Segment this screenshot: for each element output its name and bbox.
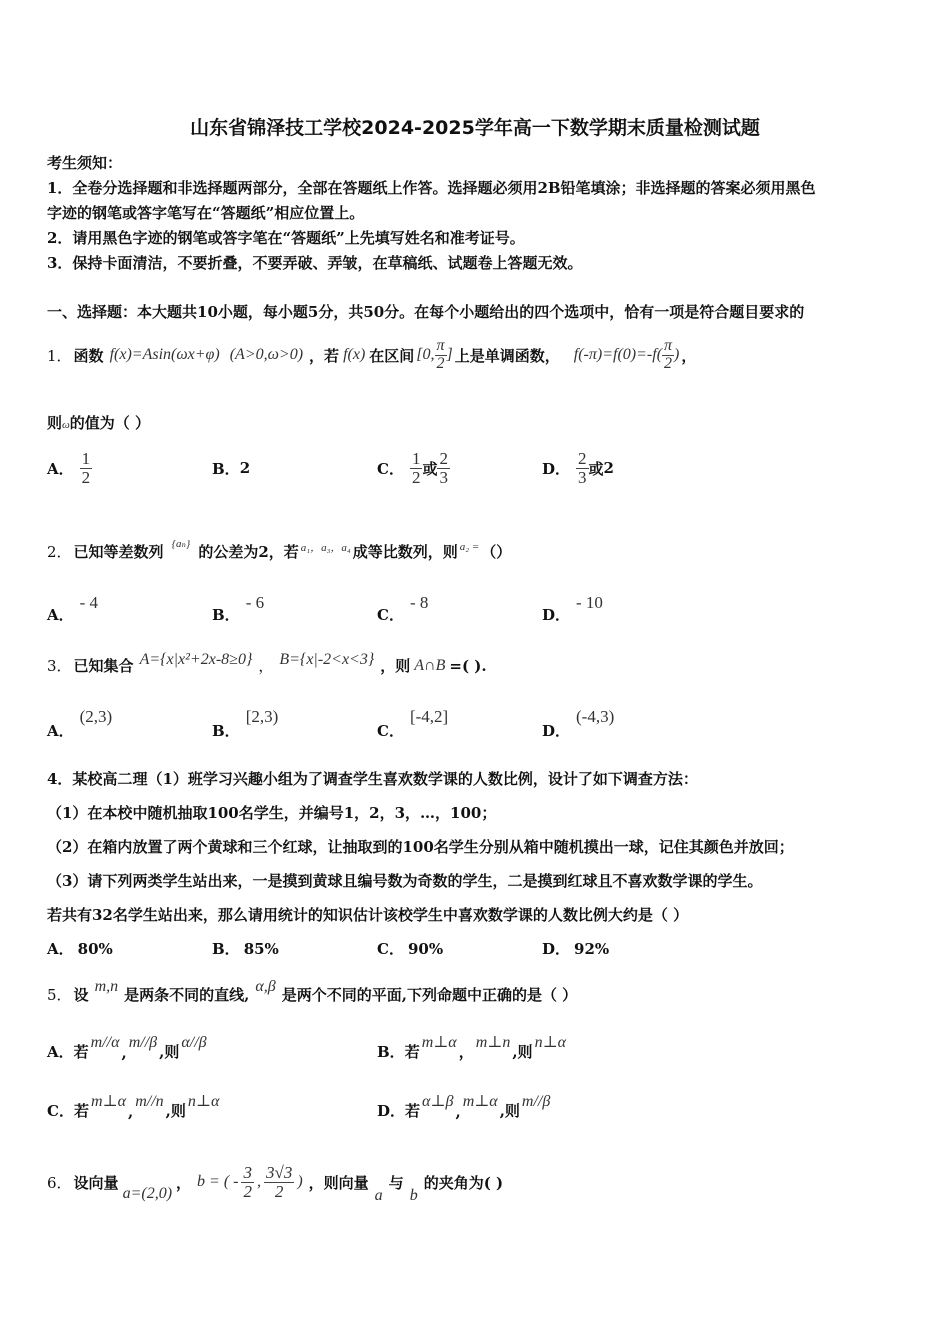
math-sequence: {aₙ} (171, 538, 191, 550)
option-d[interactable]: D．(-4,3) (542, 707, 615, 740)
option-b[interactable]: B． 2 (212, 459, 251, 478)
notice-item: 2．请用黑色字迹的钢笔或答字笔在“答题纸”上先填写姓名和准考证号。 (47, 229, 525, 247)
q5-options-row1 (47, 1032, 907, 1062)
math-function: f(x) (343, 346, 366, 364)
question-text: 上是单调函数， (454, 346, 560, 365)
question-4-line: 若共有32名学生站出来，那么请用统计的知识估计该校学生中喜欢数学课的人数比例大约是（ ） (47, 906, 689, 924)
question-4-line: （1）在本校中随机抽取100名学生，并编号1，2，3，…，100； (47, 804, 497, 822)
math-vector-b: b = ( - $\frac{3}{2}$ , $\frac{3√3}{2}$ ) (197, 1162, 303, 1201)
question-1-line2: 则ω的值为（ ） (47, 414, 151, 432)
question-number: 1． (47, 346, 72, 365)
page-title: 山东省锦泽技工学校2024-2025学年高一下数学期末质量检测试题 (190, 117, 760, 139)
option-a[interactable]: A． 80% (47, 940, 113, 958)
option-a[interactable]: A．- 4 (47, 593, 99, 624)
option-c[interactable]: C． $\frac{1}{2}$ 或 $\frac{2}{3}$ (377, 448, 448, 487)
option-d[interactable]: D． 若 α⊥β , m⊥α ,则 m//β (377, 1093, 551, 1121)
math-intersection: A∩B (414, 656, 446, 674)
option-d[interactable]: D． $\frac{2}{3}$ 或 2 (542, 448, 614, 487)
notice-heading: 考生须知： (47, 154, 123, 172)
math-equation: f(-π)=f(0)=-f( $\frac{\pi}{2}$ ) (573, 337, 680, 372)
q3-options (47, 706, 907, 740)
option-b[interactable]: B．- 6 (212, 593, 265, 624)
option-c[interactable]: C．[-4,2] (377, 707, 449, 740)
question-text: 在区间 (369, 346, 415, 365)
option-c[interactable]: C． 若 m⊥α , m//n ,则 n⊥α (47, 1093, 220, 1121)
option-d[interactable]: D． 92% (542, 940, 610, 958)
option-c[interactable]: C．- 8 (377, 593, 429, 624)
section-heading: 一、选择题：本大题共10小题，每小题5分，共50分。在每个小题给出的四个选项中，恰有一项是符合题目要求的 (47, 303, 805, 321)
option-c[interactable]: C． 90% (377, 940, 444, 958)
question-4-line: 4．某校高二理（1）班学习兴趣小组为了调查学生喜欢数学课的人数比例，设计了如下调查方法： (47, 770, 698, 788)
option-a[interactable]: A． 若 m//α , m//β ,则 α//β (47, 1034, 207, 1062)
q4-options (47, 938, 907, 960)
question-1: 1． 函数 f(x)=Asin(ωx+φ) (A>0,ω>0) ，若 f(x) 在区间 [0, $\frac{\pi}{2}$ ] 上是单调函数， f(-π)=f(0)=-f( $\frac{\pi}{2}$ ) ， (47, 337, 697, 372)
notice-item: 3．保持卡面清洁，不要折叠，不要弄破、弄皱，在草稿纸、试题卷上答题无效。 (47, 254, 583, 272)
question-6: 6． 设向量 a=(2,0) ， b = ( - $\frac{3}{2}$ , $\frac{3√3}{2}$ ) ，则向量 a 与 b 的夹角为( ) (47, 1162, 504, 1204)
question-text: 函数 (73, 346, 104, 365)
math-set-b: B={x|-2<x<3} (279, 650, 375, 668)
option-b[interactable]: B．[2,3) (212, 707, 279, 740)
math-planes: α,β (255, 977, 276, 995)
math-interval: [0, $\frac{\pi}{2}$ ] (416, 337, 453, 372)
option-a[interactable]: A． $\frac{1}{2}$ (47, 448, 91, 487)
option-a[interactable]: A．(2,3) (47, 707, 113, 740)
math-b: b (409, 1187, 418, 1204)
math-vector-a: a=(2,0) (122, 1185, 173, 1202)
question-4-line: （3）请下列两类学生站出来，一是摸到黄球且编号数为奇数的学生，二是摸到红球且不喜欢数学课的学生。 (47, 872, 763, 890)
math-lines: m,n (94, 977, 119, 995)
option-b[interactable]: B． 85% (212, 940, 279, 958)
notice-item: 字迹的钢笔或答字笔写在“答题纸”相应位置上。 (47, 204, 365, 222)
notice-item: 1．全卷分选择题和非选择题两部分，全部在答题纸上作答。选择题必须用2B铅笔填涂；非选择题的答案必须用黑色 (47, 179, 816, 197)
question-4-line: （2）在箱内放置了两个黄球和三个红球，让抽取到的100名学生分别从箱中随机摸出一球，记住其颜色并放回； (47, 838, 794, 856)
option-b[interactable]: B． 若 m⊥α ， m⊥n ,则 n⊥α (377, 1034, 567, 1061)
math-function: f(x)=Asin(ωx+φ) (109, 346, 220, 364)
math-condition: (A>0,ω>0) (229, 346, 304, 364)
option-d[interactable]: D．- 10 (542, 593, 603, 624)
math-term: a₂ = (459, 540, 480, 553)
math-a: a (374, 1187, 383, 1204)
question-text: ，若 (309, 346, 340, 365)
question-2: 2． 已知等差数列 {aₙ} 的公差为2，若 a₁，a₃，a₄ 成等比数列，则 a₂ = （） (47, 538, 512, 561)
question-3: 3． 已知集合 A={x|x²+2x-8≥0} ， B={x|-2<x<3} ，则 A∩B =( ). (47, 650, 487, 675)
math-terms: a₁，a₃，a₄ (300, 541, 351, 554)
math-set-a: A={x|x²+2x-8≥0} (139, 650, 253, 668)
q1-options (47, 446, 907, 490)
q5-options-row2 (47, 1091, 907, 1121)
q2-options (47, 592, 907, 622)
question-5: 5． 设 m,n 是两条不同的直线, α,β 是两个不同的平面,下列命题中正确的是（ ） (47, 977, 578, 1004)
